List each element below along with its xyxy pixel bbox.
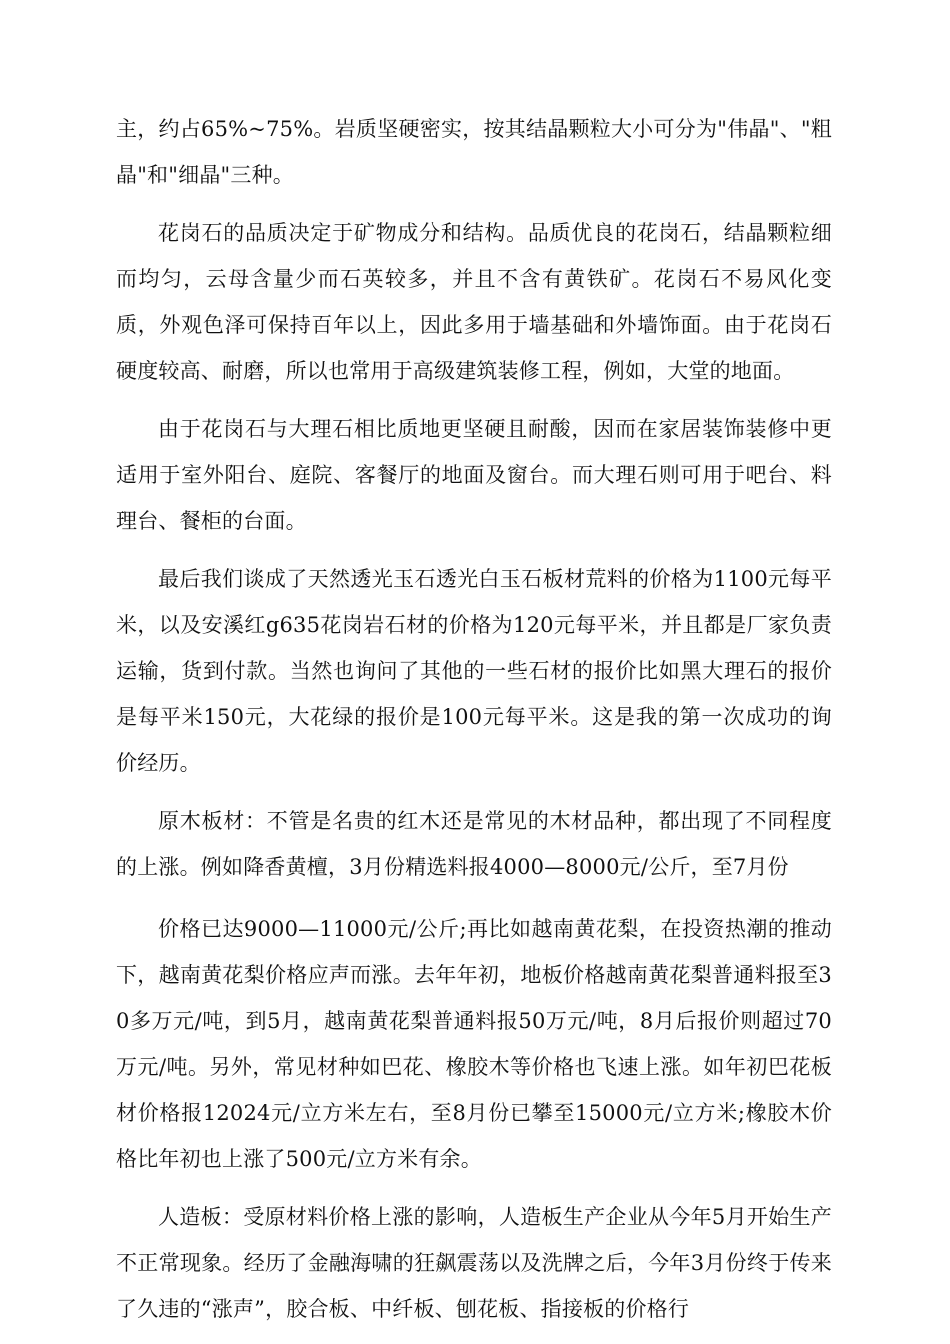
- paragraph-granite-quality: 花岗石的品质决定于矿物成分和结构。品质优良的花岗石，结晶颗粒细而均匀，云母含量少而石英较多，并且不含有黄铁矿。花岗石不易风化变质，外观色泽可保持百年以上，因此多用于墙基础和外墙饰面。由于花岗石硬度较高、耐磨，所以也常用于高级建筑装修工程，例如，大堂的地面。: [116, 221, 832, 383]
- paragraph-timber-intro: 原木板材：不管是名贵的红木还是常见的木材品种，都出现了不同程度的上涨。例如降香黄檀，3月份精选料报4000—8000元/公斤，至7月份: [116, 809, 832, 879]
- document-body: [116, 106, 832, 1344]
- paragraph-timber-prices: 价格已达9000—11000元/公斤;再比如越南黄花梨，在投资热潮的推动下，越南黄花梨价格应声而涨。去年年初，地板价格越南黄花梨普通料报至30多万元/吨，到5月，越南黄花梨普通料报50万元/吨，8月后报价则超过70万元/吨。另外，常见材种如巴花、橡胶木等价格也飞速上涨。如年初巴花板材价格报12024元/立方米左右，至8月份已攀至15000元/立方米;橡胶木价格比年初也上涨了500元/立方米有余。: [116, 917, 832, 1171]
- paragraph-granite-composition: 主，约占65%~75%。岩质坚硬密实，按其结晶颗粒大小可分为"伟晶"、"粗晶"和"细晶"三种。: [116, 117, 832, 187]
- paragraph-wood-panels: 人造板：受原材料价格上涨的影响，人造板生产企业从今年5月开始生产不正常现象。经历了金融海啸的狂飙震荡以及洗牌之后，今年3月份终于传来了久违的“涨声”，胶合板、中纤板、刨花板、指接板的价格行: [116, 1205, 832, 1321]
- paragraph-granite-vs-marble: 由于花岗石与大理石相比质地更坚硬且耐酸，因而在家居装饰装修中更适用于室外阳台、庭院、客餐厅的地面及窗台。而大理石则可用于吧台、料理台、餐柜的台面。: [116, 417, 832, 533]
- paragraph-stone-price-inquiry: 最后我们谈成了天然透光玉石透光白玉石板材荒料的价格为1100元每平米，以及安溪红g635花岗岩石材的价格为120元每平米，并且都是厂家负责运输，货到付款。当然也询问了其他的一些石材的报价比如黑大理石的报价是每平米150元，大花绿的报价是100元每平米。这是我的第一次成功的询价经历。: [116, 567, 832, 775]
